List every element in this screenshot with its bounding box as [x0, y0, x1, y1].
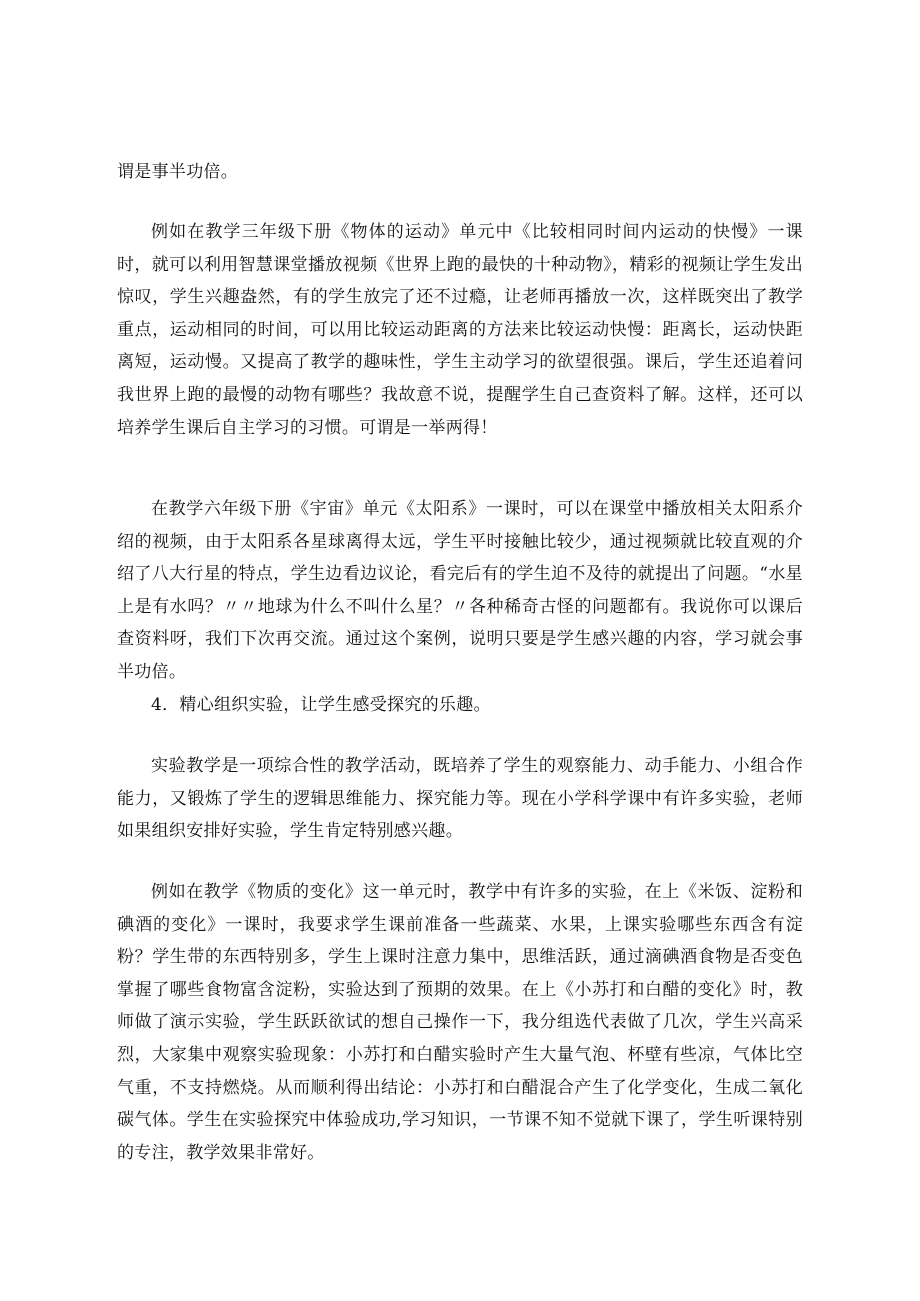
paragraph-experiment-teaching: 实验教学是一项综合性的教学活动，既培养了学生的观察能力、动手能力、小组合作能力，又锻炼了学生的逻辑思维能力、探究能力等。现在小学科学课中有许多实验，老师如果组织安排好实验，学生肯定特别感兴趣。: [117, 756, 803, 842]
paragraph-motion-lesson: 例如在教学三年级下册《物体的运动》单元中《比较相同时间内运动的快慢》一课时，就可以利用智慧课堂播放视频《世界上跑的最快的十种动物》，精彩的视频让学生发出惊叹，学生兴趣盎然，有的学生放完了还不过瘾，让老师再播放一次，这样既突出了教学重点，运动相同的时间，可以用比较运动距离的方法来比较运动快慢：距离长，运动快距离短，运动慢。又提高了教学的趣味性，学生主动学习的欲望很强。课后，学生还追着问我世界上跑的最慢的动物有哪些？我故意不说，提醒学生自己查资料了解。这样，还可以培养学生课后自主学习的习惯。可谓是一举两得！: [117, 222, 803, 438]
paragraph-continuation: 谓是事半功倍。: [117, 162, 239, 182]
paragraph-solar-system-lesson: 在教学六年级下册《宇宙》单元《太阳系》一课时，可以在课堂中播放相关太阳系介绍的视频，由于太阳系各星球离得太远，学生平时接触比较少，通过视频就比较直观的介绍了八大行星的特点，学生边看边议论，看完后有的学生迫不及待的就提出了问题。“水星上是有水吗？〃〃地球为什么不叫什么星？〃各种稀奇古怪的问题都有。我说你可以课后查资料呀，我们下次再交流。通过这个案例，说明只要是学生感兴趣的内容，学习就会事半功倍。: [117, 499, 803, 682]
section-heading-experiments: 4．精心组织实验，让学生感受探究的乐趣。: [151, 695, 491, 715]
paragraph-material-change-lesson: 例如在教学《物质的变化》这一单元时，教学中有许多的实验，在上《米饭、淀粉和碘酒的变化》一课时，我要求学生课前准备一些蔬菜、水果，上课实验哪些东西含有淀粉？学生带的东西特别多，学生上课时注意力集中，思维活跃，通过滴碘酒食物是否变色掌握了哪些食物富含淀粉，实验达到了预期的效果。在上《小苏打和白醋的变化》时，教师做了演示实验，学生跃跃欲试的想自己操作一下，我分组选代表做了几次，学生兴高采烈，大家集中观察实验现象：小苏打和白醋实验时产生大量气泡、杯壁有些凉，气体比空气重，不支持燃烧。从而顺利得出结论：小苏打和白醋混合产生了化学变化，生成二氧化碳气体。学生在实验探究中体验成功,学习知识，一节课不知不觉就下课了，学生听课特别的专注，教学效果非常好。: [117, 882, 803, 1163]
